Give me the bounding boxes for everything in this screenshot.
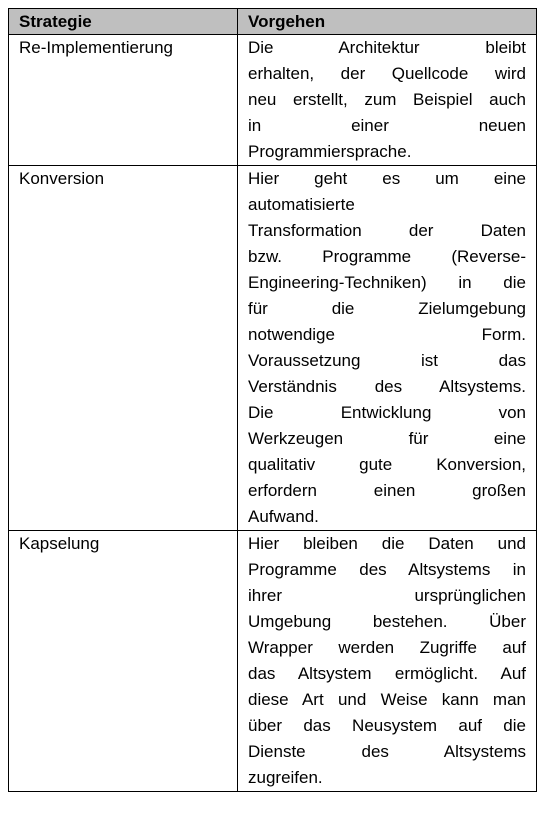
- description-line: qualitativ gute Konversion,: [248, 455, 526, 474]
- description-line: Umgebung bestehen. Über: [248, 612, 526, 631]
- strategy-name: Konversion: [9, 166, 238, 531]
- description-line: erfordern einen großen: [248, 481, 526, 500]
- header-row: [9, 9, 537, 35]
- description-line: bzw. Programme (Reverse-: [248, 247, 526, 266]
- description-line: in einer neuen: [248, 116, 526, 135]
- description-line: Werkzeugen für eine: [248, 429, 526, 448]
- description-line: über das Neusystem auf die: [248, 716, 526, 735]
- table-row: [9, 166, 537, 531]
- strategy-description: [238, 35, 537, 166]
- description-line: Die Entwicklung von: [248, 403, 526, 422]
- description-line: Programme des Altsystems in: [248, 560, 526, 579]
- description-line: Transformation der Daten: [248, 221, 526, 240]
- description-line: Aufwand.: [248, 507, 319, 526]
- description-line: Engineering-Techniken) in die: [248, 273, 526, 292]
- description-line: zugreifen.: [248, 768, 323, 787]
- description-line: neu erstellt, zum Beispiel auch: [248, 90, 526, 109]
- header-strategy: Strategie: [9, 9, 238, 35]
- description-line: Verständnis des Altsystems.: [248, 377, 526, 396]
- description-line: automatisierte: [248, 195, 355, 214]
- description-line: Hier geht es um eine: [248, 169, 526, 188]
- description-line: Voraussetzung ist das: [248, 351, 526, 370]
- table-row: [9, 35, 537, 166]
- description-line: das Altsystem ermöglicht. Auf: [248, 664, 526, 683]
- description-line: Wrapper werden Zugriffe auf: [248, 638, 526, 657]
- description-line: diese Art und Weise kann man: [248, 690, 526, 709]
- strategy-name: Re-Implementierung: [9, 35, 238, 166]
- header-approach: Vorgehen: [238, 9, 537, 35]
- description-line: für die Zielumgebung: [248, 299, 526, 318]
- strategy-description: [238, 166, 537, 531]
- description-line: ihrer ursprünglichen: [248, 586, 526, 605]
- description-line: erhalten, der Quellcode wird: [248, 64, 526, 83]
- description-line: Hier bleiben die Daten und: [248, 534, 526, 553]
- description-line: notwendige Form.: [248, 325, 526, 344]
- strategy-table: [8, 8, 537, 792]
- strategy-name: Kapselung: [9, 531, 238, 792]
- description-line: Die Architektur bleibt: [248, 38, 526, 57]
- description-line: Dienste des Altsystems: [248, 742, 526, 761]
- description-line: Programmiersprache.: [248, 142, 412, 161]
- table-row: [9, 531, 537, 792]
- strategy-description: [238, 531, 537, 792]
